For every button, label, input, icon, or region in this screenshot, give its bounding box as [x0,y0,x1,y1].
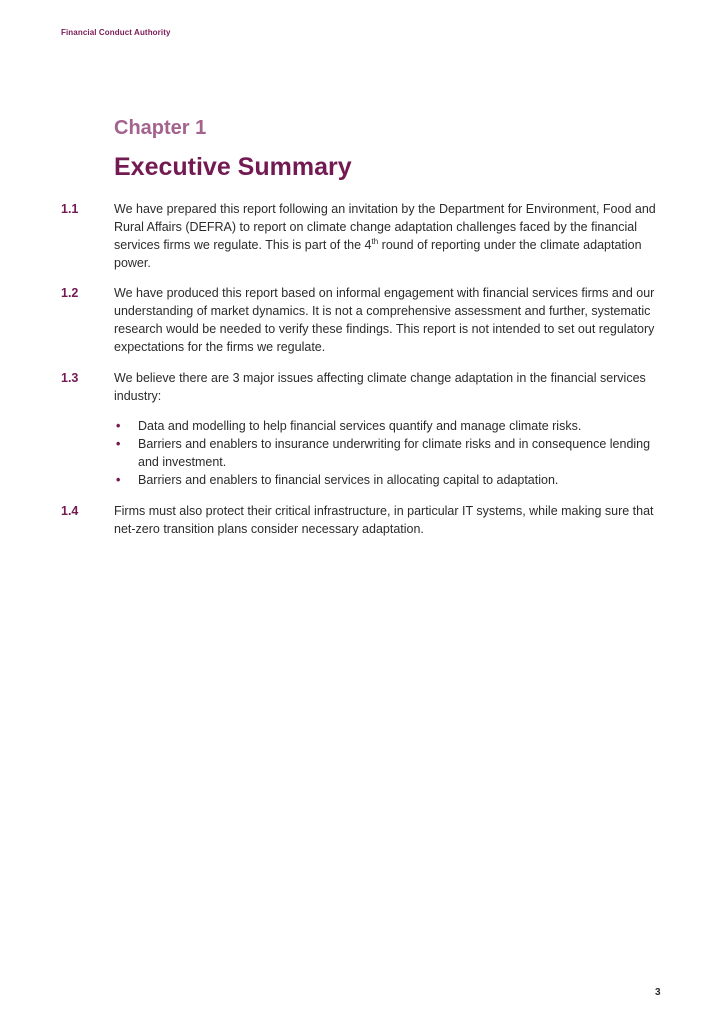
paragraph-text: We believe there are 3 major issues affecting climate change adaptation in the financial services industry: [114,371,646,403]
list-item-text: Barriers and enablers to financial services in allocating capital to adaptation. [138,473,559,487]
bullet-dot-icon: • [116,473,121,487]
paragraph-text: We have produced this report based on informal engagement with financial services firms and our understanding of market dynamics. It is not a comprehensive assessment and further, systematic research would be needed to verify these findings. This report is not intended to set out regulatory expectations for the firms we regulate. [114,286,655,354]
bullet-dot-icon: • [116,419,121,433]
paragraph-number: 1.1 [61,202,79,216]
page-number: 3 [655,987,661,998]
list-item [114,435,666,471]
paragraph-text: Firms must also protect their critical infrastructure, in particular IT systems, while making sure that net-zero transition plans consider necessary adaptation. [114,504,654,536]
organisation-name: Financial Conduct Authority [61,28,171,37]
bullet-dot-icon: • [116,437,121,451]
ordinal-suffix: th [371,236,379,246]
list-item-text: Barriers and enablers to insurance underwriting for climate risks and in consequence lending and investment. [138,437,651,469]
issues-bullet-list [114,417,666,489]
list-item [114,471,666,489]
paragraph-text-part: We have prepared this report following an invitation by the Department for Environment, Food and Rural Affairs (DEFRA) to report on climate change adaptation challenges faced by the financial services firms we regulate. This is part of the 4 [114,202,656,252]
chapter-title: Executive Summary [114,153,352,181]
paragraph-text [114,200,666,272]
paragraph-number: 1.2 [61,286,79,300]
chapter-label: Chapter 1 [114,117,207,139]
paragraph-number: 1.4 [61,504,79,518]
list-item-text: Data and modelling to help financial services quantify and manage climate risks. [138,419,582,433]
paragraph-number: 1.3 [61,371,79,385]
list-item [114,417,666,435]
paragraph-text-part: round of reporting under the climate adaptation power. [114,238,642,270]
